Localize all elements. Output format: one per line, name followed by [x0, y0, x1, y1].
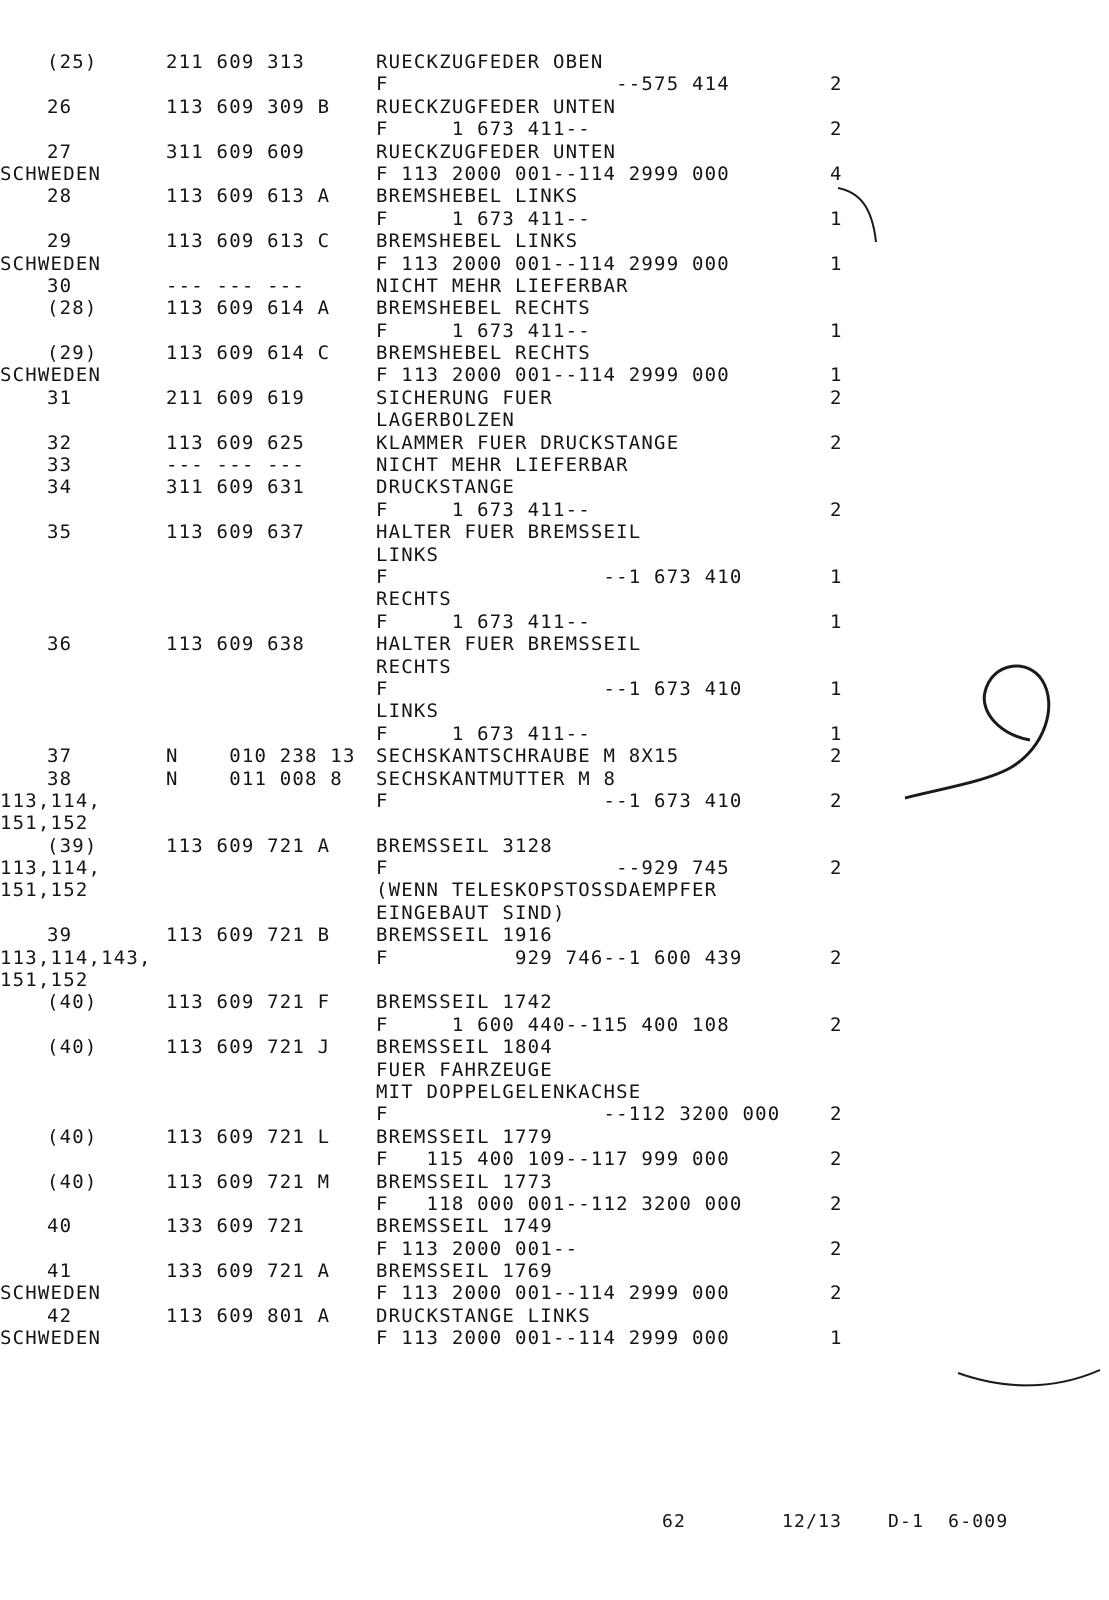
position-number: 26 [47, 95, 73, 118]
part-description: F 929 746--1 600 439 [376, 946, 743, 969]
quantity: 1 [830, 364, 843, 387]
position-number: (40) [47, 1036, 98, 1059]
part-description: F 1 673 411-- [376, 207, 591, 230]
part-description: F --575 414 [376, 73, 730, 96]
part-description: (WENN TELESKOPSTOSSDAEMPFER [376, 879, 718, 902]
part-description: KLAMMER FUER DRUCKSTANGE [376, 431, 680, 454]
part-number: 113 609 801 A [166, 1304, 331, 1327]
parts-row [0, 1126, 1109, 1148]
quantity: 2 [830, 1148, 843, 1171]
remark: 151,152 [0, 879, 89, 902]
part-number: --- --- --- [166, 274, 306, 297]
position-number: (25) [47, 51, 98, 73]
position-number: (40) [47, 1170, 98, 1193]
parts-row [0, 1238, 1109, 1260]
position-number: 40 [47, 1215, 73, 1238]
remark: SCHWEDEN [0, 1282, 102, 1305]
part-description: DRUCKSTANGE LINKS [376, 1304, 591, 1327]
page-footer [0, 1511, 1109, 1535]
part-description: BREMSHEBEL RECHTS [376, 297, 591, 320]
position-number: 38 [47, 767, 73, 790]
part-description: BREMSSEIL 1773 [376, 1170, 553, 1193]
parts-row [0, 857, 1109, 879]
part-number: 113 609 721 A [166, 834, 331, 857]
part-description: BREMSSEIL 1916 [376, 924, 553, 947]
parts-row [0, 723, 1109, 745]
position-number: 37 [47, 745, 73, 768]
part-description: FUER FAHRZEUGE [376, 1058, 553, 1081]
part-description: SECHSKANTSCHRAUBE M 8X15 [376, 745, 680, 768]
part-number: 113 609 721 J [166, 1036, 331, 1059]
parts-row [0, 1103, 1109, 1125]
parts-row [0, 1260, 1109, 1282]
quantity: 2 [830, 745, 843, 768]
part-description: F 1 673 411-- [376, 722, 591, 745]
part-number: 113 609 309 B [166, 95, 331, 118]
quantity: 1 [830, 1327, 843, 1350]
part-number: 113 609 613 A [166, 185, 331, 208]
part-number: 211 609 313 [166, 51, 306, 73]
part-number: 113 609 638 [166, 633, 306, 656]
parts-row [0, 656, 1109, 678]
parts-row [0, 51, 1109, 73]
page-number: 62 [662, 1511, 687, 1532]
part-description: BREMSSEIL 1769 [376, 1260, 553, 1283]
quantity: 2 [830, 1013, 843, 1036]
remark: SCHWEDEN [0, 364, 102, 387]
parts-row [0, 969, 1109, 991]
parts-row [0, 879, 1109, 901]
quantity: 2 [830, 118, 843, 141]
part-description: F --1 673 410 [376, 565, 743, 588]
part-description: RUECKZUGFEDER OBEN [376, 51, 604, 73]
part-description: RUECKZUGFEDER UNTEN [376, 140, 617, 163]
parts-row [0, 991, 1109, 1013]
parts-row [0, 790, 1109, 812]
part-description: F 1 673 411-- [376, 319, 591, 342]
section-number: 12/13 [782, 1511, 843, 1532]
quantity: 2 [830, 857, 843, 880]
parts-row [0, 454, 1109, 476]
position-number: 30 [47, 274, 73, 297]
remark: 151,152 [0, 969, 89, 992]
part-description: SECHSKANTMUTTER M 8 [376, 767, 617, 790]
parts-row [0, 768, 1109, 790]
part-description: BREMSHEBEL LINKS [376, 185, 579, 208]
parts-row [0, 1193, 1109, 1215]
parts-row [0, 1014, 1109, 1036]
part-description: LINKS [376, 700, 440, 723]
parts-row [0, 409, 1109, 431]
quantity: 4 [830, 162, 843, 185]
part-description: F 113 2000 001--114 2999 000 [376, 252, 730, 275]
position-number: (28) [47, 297, 98, 320]
part-number: 211 609 619 [166, 386, 306, 409]
parts-row [0, 812, 1109, 834]
quantity: 2 [830, 1237, 843, 1260]
parts-row [0, 1215, 1109, 1237]
parts-row [0, 253, 1109, 275]
position-number: 34 [47, 476, 73, 499]
quantity: 1 [830, 319, 843, 342]
position-number: 42 [47, 1304, 73, 1327]
part-description: MIT DOPPELGELENKACHSE [376, 1080, 642, 1103]
parts-row [0, 432, 1109, 454]
quantity: 2 [830, 1103, 843, 1126]
part-description: BREMSSEIL 3128 [376, 834, 553, 857]
part-number: 113 609 721 F [166, 991, 331, 1014]
part-number: 113 609 614 A [166, 297, 331, 320]
parts-row [0, 163, 1109, 185]
remark: 151,152 [0, 812, 89, 835]
parts-row [0, 633, 1109, 655]
parts-row [0, 275, 1109, 297]
position-number: 33 [47, 454, 73, 477]
part-number: 113 609 625 [166, 431, 306, 454]
part-description: F 1 600 440--115 400 108 [376, 1013, 730, 1036]
quantity: 1 [830, 565, 843, 588]
parts-row [0, 835, 1109, 857]
part-description: F --1 673 410 [376, 789, 743, 812]
parts-row [0, 1305, 1109, 1327]
parts-row [0, 96, 1109, 118]
quantity: 2 [830, 1192, 843, 1215]
position-number: 41 [47, 1260, 73, 1283]
part-number: 113 609 613 C [166, 230, 331, 253]
parts-row [0, 1171, 1109, 1193]
position-number: 32 [47, 431, 73, 454]
parts-row [0, 342, 1109, 364]
part-number: 113 609 721 B [166, 924, 331, 947]
part-description: F 113 2000 001--114 2999 000 [376, 162, 730, 185]
part-number: 113 609 721 L [166, 1125, 331, 1148]
parts-list [0, 51, 1109, 1350]
quantity: 2 [830, 386, 843, 409]
part-number: 133 609 721 [166, 1215, 306, 1238]
part-number: N 011 008 8 [166, 767, 343, 790]
part-number: N 010 238 13 [166, 745, 356, 768]
position-number: 35 [47, 521, 73, 544]
part-description: LAGERBOLZEN [376, 409, 516, 432]
parts-row [0, 387, 1109, 409]
parts-row [0, 1059, 1109, 1081]
parts-row [0, 544, 1109, 566]
parts-row [0, 364, 1109, 386]
parts-row [0, 924, 1109, 946]
quantity: 1 [830, 722, 843, 745]
part-description: F 118 000 001--112 3200 000 [376, 1192, 743, 1215]
parts-row [0, 476, 1109, 498]
position-number: (39) [47, 834, 98, 857]
parts-row [0, 499, 1109, 521]
quantity: 2 [830, 946, 843, 969]
parts-row [0, 611, 1109, 633]
parts-row [0, 1081, 1109, 1103]
quantity: 1 [830, 610, 843, 633]
quantity: 2 [830, 73, 843, 96]
parts-row [0, 745, 1109, 767]
parts-row [0, 1282, 1109, 1304]
parts-row [0, 678, 1109, 700]
quantity: 2 [830, 431, 843, 454]
parts-row [0, 185, 1109, 207]
part-description: F 1 673 411-- [376, 610, 591, 633]
part-description: F --112 3200 000 [376, 1103, 781, 1126]
position-number: 31 [47, 386, 73, 409]
remark: SCHWEDEN [0, 162, 102, 185]
part-description: LINKS [376, 543, 440, 566]
parts-row [0, 521, 1109, 543]
parts-row [0, 1148, 1109, 1170]
remark: SCHWEDEN [0, 1327, 102, 1350]
part-description: HALTER FUER BREMSSEIL [376, 521, 642, 544]
parts-row [0, 118, 1109, 140]
part-description: F 1 673 411-- [376, 498, 591, 521]
part-number: 113 609 637 [166, 521, 306, 544]
quantity: 1 [830, 677, 843, 700]
position-number: (29) [47, 342, 98, 365]
parts-row [0, 1327, 1109, 1349]
part-description: BREMSHEBEL LINKS [376, 230, 579, 253]
part-description: HALTER FUER BREMSSEIL [376, 633, 642, 656]
document-code: D-1 6-009 [888, 1511, 1009, 1532]
part-description: SICHERUNG FUER [376, 386, 553, 409]
parts-row [0, 297, 1109, 319]
part-description: F 113 2000 001--114 2999 000 [376, 364, 730, 387]
part-description: F 113 2000 001-- [376, 1237, 579, 1260]
position-number: 29 [47, 230, 73, 253]
part-description: DRUCKSTANGE [376, 476, 516, 499]
position-number: (40) [47, 1125, 98, 1148]
part-number: --- --- --- [166, 454, 306, 477]
part-description: NICHT MEHR LIEFERBAR [376, 274, 629, 297]
part-number: 311 609 631 [166, 476, 306, 499]
parts-row [0, 947, 1109, 969]
quantity: 2 [830, 1282, 843, 1305]
pen-curve-mark [958, 1370, 1100, 1385]
position-number: (40) [47, 991, 98, 1014]
remark: 113,114, [0, 789, 102, 812]
remark: 113,114, [0, 857, 102, 880]
part-description: F --1 673 410 [376, 677, 743, 700]
part-description: RECHTS [376, 655, 452, 678]
parts-row [0, 1036, 1109, 1058]
part-description: F 113 2000 001--114 2999 000 [376, 1327, 730, 1350]
part-description: BREMSSEIL 1749 [376, 1215, 553, 1238]
parts-row [0, 208, 1109, 230]
part-number: 113 609 721 M [166, 1170, 331, 1193]
parts-row [0, 320, 1109, 342]
part-description: EINGEBAUT SIND) [376, 901, 566, 924]
part-description: F --929 745 [376, 857, 730, 880]
part-number: 113 609 614 C [166, 342, 331, 365]
parts-row [0, 700, 1109, 722]
part-number: 133 609 721 A [166, 1260, 331, 1283]
position-number: 28 [47, 185, 73, 208]
quantity: 2 [830, 789, 843, 812]
position-number: 39 [47, 924, 73, 947]
part-description: BREMSSEIL 1779 [376, 1125, 553, 1148]
parts-row [0, 141, 1109, 163]
parts-row [0, 73, 1109, 95]
part-description: BREMSSEIL 1804 [376, 1036, 553, 1059]
part-description: RUECKZUGFEDER UNTEN [376, 95, 617, 118]
part-description: BREMSHEBEL RECHTS [376, 342, 591, 365]
parts-row [0, 588, 1109, 610]
part-description: F 113 2000 001--114 2999 000 [376, 1282, 730, 1305]
quantity: 1 [830, 252, 843, 275]
part-description: NICHT MEHR LIEFERBAR [376, 454, 629, 477]
part-description: BREMSSEIL 1742 [376, 991, 553, 1014]
remark: 113,114,143, [0, 946, 152, 969]
position-number: 27 [47, 140, 73, 163]
part-description: RECHTS [376, 588, 452, 611]
parts-row [0, 230, 1109, 252]
quantity: 2 [830, 498, 843, 521]
part-description: F 1 673 411-- [376, 118, 591, 141]
parts-row [0, 902, 1109, 924]
remark: SCHWEDEN [0, 252, 102, 275]
position-number: 36 [47, 633, 73, 656]
parts-row [0, 566, 1109, 588]
part-description: F 115 400 109--117 999 000 [376, 1148, 730, 1171]
part-number: 311 609 609 [166, 140, 306, 163]
quantity: 1 [830, 207, 843, 230]
